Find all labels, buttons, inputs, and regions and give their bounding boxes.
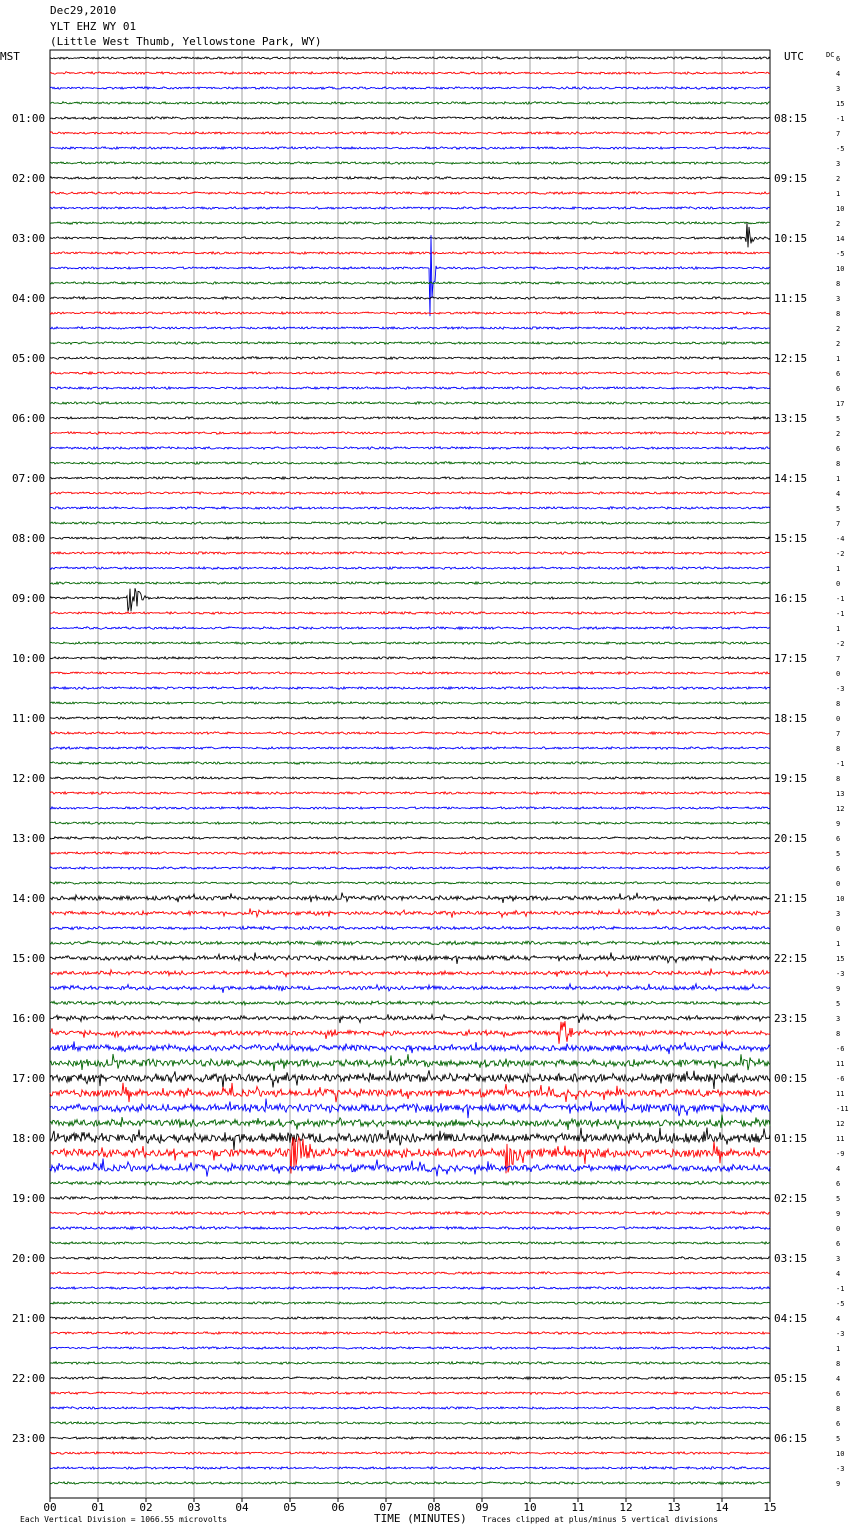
dc-offset-label: 6 bbox=[836, 445, 841, 453]
utc-hour-label: 18:15 bbox=[774, 712, 808, 725]
trace-line bbox=[50, 1021, 770, 1044]
trace-line bbox=[50, 177, 770, 180]
x-tick-label: 06 bbox=[331, 1501, 345, 1514]
trace-line bbox=[50, 588, 770, 611]
trace-line bbox=[50, 357, 770, 360]
mst-hour-label: 06:00 bbox=[12, 412, 46, 425]
trace-line bbox=[50, 477, 770, 480]
dc-offset-label: 3 bbox=[836, 295, 841, 303]
dc-offset-label: -5 bbox=[836, 145, 845, 153]
utc-hour-label: 14:15 bbox=[774, 472, 808, 485]
trace-line bbox=[50, 792, 770, 795]
trace-line bbox=[50, 822, 770, 825]
dc-offset-label: 7 bbox=[836, 520, 841, 528]
dc-offset-label: 10 bbox=[836, 895, 845, 903]
trace-line bbox=[50, 235, 770, 316]
trace-line bbox=[50, 1452, 770, 1455]
right-timezone-label: UTC bbox=[784, 50, 804, 63]
dc-offset-label: 8 bbox=[836, 775, 841, 783]
dc-offset-label: 9 bbox=[836, 1210, 841, 1218]
trace-line bbox=[50, 72, 770, 75]
dc-offset-label: 4 bbox=[836, 1375, 841, 1383]
trace-line bbox=[50, 1347, 770, 1350]
trace-line bbox=[50, 87, 770, 90]
dc-offset-label: -11 bbox=[836, 1105, 849, 1113]
dc-offset-label: 14 bbox=[836, 235, 845, 243]
x-tick-label: 02 bbox=[139, 1501, 153, 1514]
dc-offset-label: -2 bbox=[836, 550, 845, 558]
mst-hour-label: 11:00 bbox=[12, 712, 46, 725]
left-timezone-label: MST bbox=[0, 50, 20, 63]
mst-hour-label: 03:00 bbox=[12, 232, 46, 245]
dc-offset-label: 8 bbox=[836, 1030, 841, 1038]
dc-offset-label: 1 bbox=[836, 355, 841, 363]
trace-line bbox=[50, 147, 770, 150]
trace-line bbox=[50, 1070, 770, 1089]
dc-offset-label: 11 bbox=[836, 1135, 845, 1143]
utc-hour-label: 20:15 bbox=[774, 832, 808, 845]
dc-offset-label: 5 bbox=[836, 415, 841, 423]
dc-offset-label: 0 bbox=[836, 670, 841, 678]
trace-line bbox=[50, 552, 770, 555]
trace-line bbox=[50, 1041, 770, 1054]
mst-hour-label: 15:00 bbox=[12, 952, 46, 965]
mst-hour-label: 12:00 bbox=[12, 772, 46, 785]
trace-line bbox=[50, 762, 770, 765]
trace-line bbox=[50, 642, 770, 645]
x-tick-label: 10 bbox=[523, 1501, 537, 1514]
trace-line bbox=[50, 1287, 770, 1290]
dc-offset-label: 1 bbox=[836, 625, 841, 633]
dc-offset-label: 5 bbox=[836, 1195, 841, 1203]
dc-offset-label: 7 bbox=[836, 655, 841, 663]
x-tick-label: 07 bbox=[379, 1501, 393, 1514]
dc-offset-label: 9 bbox=[836, 1480, 841, 1488]
dc-offset-label: -1 bbox=[836, 115, 845, 123]
trace-line bbox=[50, 926, 770, 929]
chart-location: (Little West Thumb, Yellowstone Park, WY) bbox=[50, 35, 322, 48]
utc-hour-label: 23:15 bbox=[774, 1012, 808, 1025]
trace-line bbox=[50, 1115, 770, 1130]
trace-line bbox=[50, 1392, 770, 1395]
dc-offset-label: 13 bbox=[836, 790, 845, 798]
trace-line bbox=[50, 1377, 770, 1380]
trace-line bbox=[50, 837, 770, 840]
mst-hour-label: 20:00 bbox=[12, 1252, 46, 1265]
dc-offset-label: -3 bbox=[836, 970, 845, 978]
trace-line bbox=[50, 1014, 770, 1023]
dc-offset-label: 5 bbox=[836, 1000, 841, 1008]
x-tick-label: 00 bbox=[43, 1501, 57, 1514]
x-tick-label: 14 bbox=[715, 1501, 729, 1514]
dc-offset-label: 1 bbox=[836, 475, 841, 483]
trace-line bbox=[50, 312, 770, 315]
dc-offset-label: 17 bbox=[836, 400, 845, 408]
dc-offset-label: 1 bbox=[836, 565, 841, 573]
dc-offset-label: 7 bbox=[836, 130, 841, 138]
trace-line bbox=[50, 1257, 770, 1260]
dc-offset-label: 4 bbox=[836, 1165, 841, 1173]
trace-line bbox=[50, 132, 770, 135]
utc-hour-label: 17:15 bbox=[774, 652, 808, 665]
x-tick-label: 05 bbox=[283, 1501, 297, 1514]
trace-line bbox=[50, 672, 770, 675]
dc-offset-label: -5 bbox=[836, 1300, 845, 1308]
dc-offset-label: -3 bbox=[836, 1330, 845, 1338]
dc-offset-label: -1 bbox=[836, 1285, 845, 1293]
utc-hour-label: 04:15 bbox=[774, 1312, 808, 1325]
dc-offset-label: 15 bbox=[836, 100, 845, 108]
trace-line bbox=[50, 732, 770, 735]
x-tick-label: 08 bbox=[427, 1501, 441, 1514]
utc-hour-label: 01:15 bbox=[774, 1132, 808, 1145]
dc-offset-label: 8 bbox=[836, 1405, 841, 1413]
utc-hour-label: 12:15 bbox=[774, 352, 808, 365]
x-tick-label: 03 bbox=[187, 1501, 201, 1514]
trace-line bbox=[50, 492, 770, 495]
trace-line bbox=[50, 1422, 770, 1425]
dc-offset-label: 8 bbox=[836, 460, 841, 468]
utc-hour-label: 19:15 bbox=[774, 772, 808, 785]
trace-line bbox=[50, 297, 770, 300]
dc-offset-label: -6 bbox=[836, 1075, 845, 1083]
mst-hour-label: 18:00 bbox=[12, 1132, 46, 1145]
dc-offset-label: 8 bbox=[836, 1360, 841, 1368]
dc-offset-label: 12 bbox=[836, 805, 845, 813]
utc-hour-label: 22:15 bbox=[774, 952, 808, 965]
dc-offset-label: 6 bbox=[836, 1390, 841, 1398]
trace-line bbox=[50, 1083, 770, 1102]
dc-offset-label: 1 bbox=[836, 1345, 841, 1353]
trace-line bbox=[50, 1272, 770, 1275]
dc-offset-label: 0 bbox=[836, 1225, 841, 1233]
dc-offset-label: 9 bbox=[836, 820, 841, 828]
trace-line bbox=[50, 162, 770, 165]
utc-hour-label: 02:15 bbox=[774, 1192, 808, 1205]
trace-line bbox=[50, 567, 770, 570]
dc-offset-label: 8 bbox=[836, 700, 841, 708]
dc-offset-label: 1 bbox=[836, 940, 841, 948]
dc-offset-label: -9 bbox=[836, 1150, 845, 1158]
mst-hour-label: 02:00 bbox=[12, 172, 46, 185]
dc-offset-label: 11 bbox=[836, 1090, 845, 1098]
dc-offset-label: 2 bbox=[836, 175, 841, 183]
dc-offset-label: 4 bbox=[836, 1315, 841, 1323]
dc-offset-label: 3 bbox=[836, 1255, 841, 1263]
trace-line bbox=[50, 222, 770, 225]
trace-line bbox=[50, 1196, 770, 1199]
dc-offset-label: -3 bbox=[836, 1465, 845, 1473]
x-tick-label: 01 bbox=[91, 1501, 105, 1514]
utc-hour-label: 21:15 bbox=[774, 892, 808, 905]
dc-offset-label: 11 bbox=[836, 1060, 845, 1068]
dc-offset-label: 8 bbox=[836, 310, 841, 318]
dc-offset-label: -1 bbox=[836, 610, 845, 618]
trace-line bbox=[50, 1054, 770, 1071]
dc-offset-label: 0 bbox=[836, 880, 841, 888]
dc-offset-label: 4 bbox=[836, 1270, 841, 1278]
trace-line bbox=[50, 282, 770, 285]
utc-hour-label: 00:15 bbox=[774, 1072, 808, 1085]
trace-line bbox=[50, 1332, 770, 1335]
dc-offset-label: 2 bbox=[836, 220, 841, 228]
trace-line bbox=[50, 57, 770, 60]
trace-line bbox=[50, 1407, 770, 1410]
trace-line bbox=[50, 1482, 770, 1485]
trace-line bbox=[50, 342, 770, 345]
dc-offset-label: 6 bbox=[836, 385, 841, 393]
utc-hour-label: 05:15 bbox=[774, 1372, 808, 1385]
dc-header-label: DC bbox=[826, 51, 835, 59]
trace-line bbox=[50, 1437, 770, 1440]
utc-hour-label: 13:15 bbox=[774, 412, 808, 425]
dc-offset-label: 2 bbox=[836, 325, 841, 333]
trace-line bbox=[50, 1302, 770, 1305]
trace-line bbox=[50, 717, 770, 720]
mst-hour-label: 14:00 bbox=[12, 892, 46, 905]
dc-offset-label: 10 bbox=[836, 1450, 845, 1458]
trace-line bbox=[50, 953, 770, 964]
dc-offset-label: 8 bbox=[836, 745, 841, 753]
trace-line bbox=[50, 507, 770, 510]
dc-offset-label: 3 bbox=[836, 85, 841, 93]
dc-offset-label: 0 bbox=[836, 925, 841, 933]
dc-offset-label: 15 bbox=[836, 955, 845, 963]
dc-offset-label: 3 bbox=[836, 160, 841, 168]
x-tick-label: 09 bbox=[475, 1501, 489, 1514]
trace-line bbox=[50, 687, 770, 690]
dc-offset-label: 0 bbox=[836, 715, 841, 723]
trace-line bbox=[50, 1099, 770, 1119]
scale-note: Each Vertical Division = 1066.55 microvolts bbox=[20, 1515, 228, 1524]
trace-line bbox=[50, 327, 770, 330]
mst-hour-label: 10:00 bbox=[12, 652, 46, 665]
trace-line bbox=[50, 1317, 770, 1320]
trace-line bbox=[50, 582, 770, 584]
mst-hour-label: 08:00 bbox=[12, 532, 46, 545]
trace-line bbox=[50, 941, 770, 945]
trace-line bbox=[50, 117, 770, 120]
utc-hour-label: 03:15 bbox=[774, 1252, 808, 1265]
dc-offset-label: 3 bbox=[836, 910, 841, 918]
dc-offset-label: 6 bbox=[836, 1420, 841, 1428]
trace-line bbox=[50, 252, 770, 255]
trace-group bbox=[50, 57, 770, 1485]
trace-line bbox=[50, 192, 770, 195]
mst-hour-label: 09:00 bbox=[12, 592, 46, 605]
utc-hour-label: 11:15 bbox=[774, 292, 808, 305]
dc-offset-label: -3 bbox=[836, 685, 845, 693]
mst-hour-label: 16:00 bbox=[12, 1012, 46, 1025]
trace-line bbox=[50, 882, 770, 885]
dc-offset-label: 2 bbox=[836, 430, 841, 438]
dc-offset-label: 6 bbox=[836, 370, 841, 378]
x-tick-label: 11 bbox=[571, 1501, 585, 1514]
trace-line bbox=[50, 223, 770, 248]
mst-hour-label: 01:00 bbox=[12, 112, 46, 125]
x-tick-label: 04 bbox=[235, 1501, 249, 1514]
dc-offset-label: -5 bbox=[836, 250, 845, 258]
utc-hour-label: 16:15 bbox=[774, 592, 808, 605]
trace-line bbox=[50, 893, 770, 903]
trace-line bbox=[50, 207, 770, 210]
chart-date: Dec29,2010 bbox=[50, 4, 117, 17]
dc-offset-label: 5 bbox=[836, 850, 841, 858]
dc-offset-label: -1 bbox=[836, 760, 845, 768]
dc-offset-label: -4 bbox=[836, 535, 845, 543]
trace-line bbox=[50, 852, 770, 855]
dc-offset-label: 10 bbox=[836, 205, 845, 213]
trace-line bbox=[50, 1128, 770, 1150]
trace-line bbox=[50, 417, 770, 420]
trace-line bbox=[50, 657, 770, 660]
dc-offset-label: 10 bbox=[836, 265, 845, 273]
trace-line bbox=[50, 612, 770, 615]
mst-hour-label: 04:00 bbox=[12, 292, 46, 305]
utc-hour-label: 08:15 bbox=[774, 112, 808, 125]
utc-hour-label: 09:15 bbox=[774, 172, 808, 185]
dc-offset-label: 6 bbox=[836, 1180, 841, 1188]
dc-offset-label: 4 bbox=[836, 490, 841, 498]
dc-offset-label: 3 bbox=[836, 1015, 841, 1023]
trace-line bbox=[50, 702, 770, 705]
trace-line bbox=[50, 1212, 770, 1215]
dc-offset-label: 6 bbox=[836, 55, 841, 63]
mst-hour-label: 22:00 bbox=[12, 1372, 46, 1385]
chart-station: YLT EHZ WY 01 bbox=[50, 20, 137, 33]
trace-line bbox=[50, 1226, 770, 1229]
trace-line bbox=[50, 747, 770, 750]
trace-line bbox=[50, 387, 770, 390]
dc-offset-label: -1 bbox=[836, 595, 845, 603]
x-tick-label: 12 bbox=[619, 1501, 633, 1514]
x-axis-title: TIME (MINUTES) bbox=[374, 1512, 467, 1525]
x-tick-label: 15 bbox=[763, 1501, 777, 1514]
dc-offset-label: 6 bbox=[836, 835, 841, 843]
trace-line bbox=[50, 1181, 770, 1185]
trace-line bbox=[50, 1467, 770, 1470]
dc-offset-label: 1 bbox=[836, 190, 841, 198]
trace-line bbox=[50, 627, 770, 630]
trace-line bbox=[50, 432, 770, 435]
mst-hour-label: 21:00 bbox=[12, 1312, 46, 1325]
dc-offset-label: 6 bbox=[836, 1240, 841, 1248]
mst-hour-label: 23:00 bbox=[12, 1432, 46, 1445]
clip-note: Traces clipped at plus/minus 5 vertical divisions bbox=[482, 1515, 719, 1524]
trace-line bbox=[50, 984, 770, 993]
trace-line bbox=[50, 1242, 770, 1245]
trace-line bbox=[50, 537, 770, 540]
trace-line bbox=[50, 807, 770, 809]
utc-hour-label: 06:15 bbox=[774, 1432, 808, 1445]
trace-line bbox=[50, 908, 770, 917]
dc-offset-label: 0 bbox=[836, 580, 841, 588]
mst-hour-label: 13:00 bbox=[12, 832, 46, 845]
dc-offset-label: 6 bbox=[836, 865, 841, 873]
x-tick-label: 13 bbox=[667, 1501, 681, 1514]
dc-offset-label: -6 bbox=[836, 1045, 845, 1053]
utc-hour-label: 10:15 bbox=[774, 232, 808, 245]
dc-offset-label: 5 bbox=[836, 505, 841, 513]
trace-line bbox=[50, 372, 770, 375]
trace-line bbox=[50, 777, 770, 780]
trace-line bbox=[50, 522, 770, 525]
trace-line bbox=[50, 447, 770, 450]
trace-line bbox=[50, 102, 770, 105]
mst-hour-label: 07:00 bbox=[12, 472, 46, 485]
dc-offset-label: 12 bbox=[836, 1120, 845, 1128]
trace-line bbox=[50, 969, 770, 977]
dc-offset-label: 8 bbox=[836, 280, 841, 288]
dc-offset-label: 5 bbox=[836, 1435, 841, 1443]
mst-hour-label: 17:00 bbox=[12, 1072, 46, 1085]
trace-line bbox=[50, 1159, 770, 1177]
trace-line bbox=[50, 1362, 770, 1365]
trace-line bbox=[50, 867, 770, 870]
dc-offset-label: -2 bbox=[836, 640, 845, 648]
mst-hour-label: 19:00 bbox=[12, 1192, 46, 1205]
utc-hour-label: 15:15 bbox=[774, 532, 808, 545]
dc-offset-label: 7 bbox=[836, 730, 841, 738]
trace-line bbox=[50, 1001, 770, 1005]
dc-offset-label: 2 bbox=[836, 340, 841, 348]
trace-line bbox=[50, 462, 770, 465]
dc-offset-label: 4 bbox=[836, 70, 841, 78]
dc-offset-label: 9 bbox=[836, 985, 841, 993]
trace-line bbox=[50, 402, 770, 405]
mst-hour-label: 05:00 bbox=[12, 352, 46, 365]
